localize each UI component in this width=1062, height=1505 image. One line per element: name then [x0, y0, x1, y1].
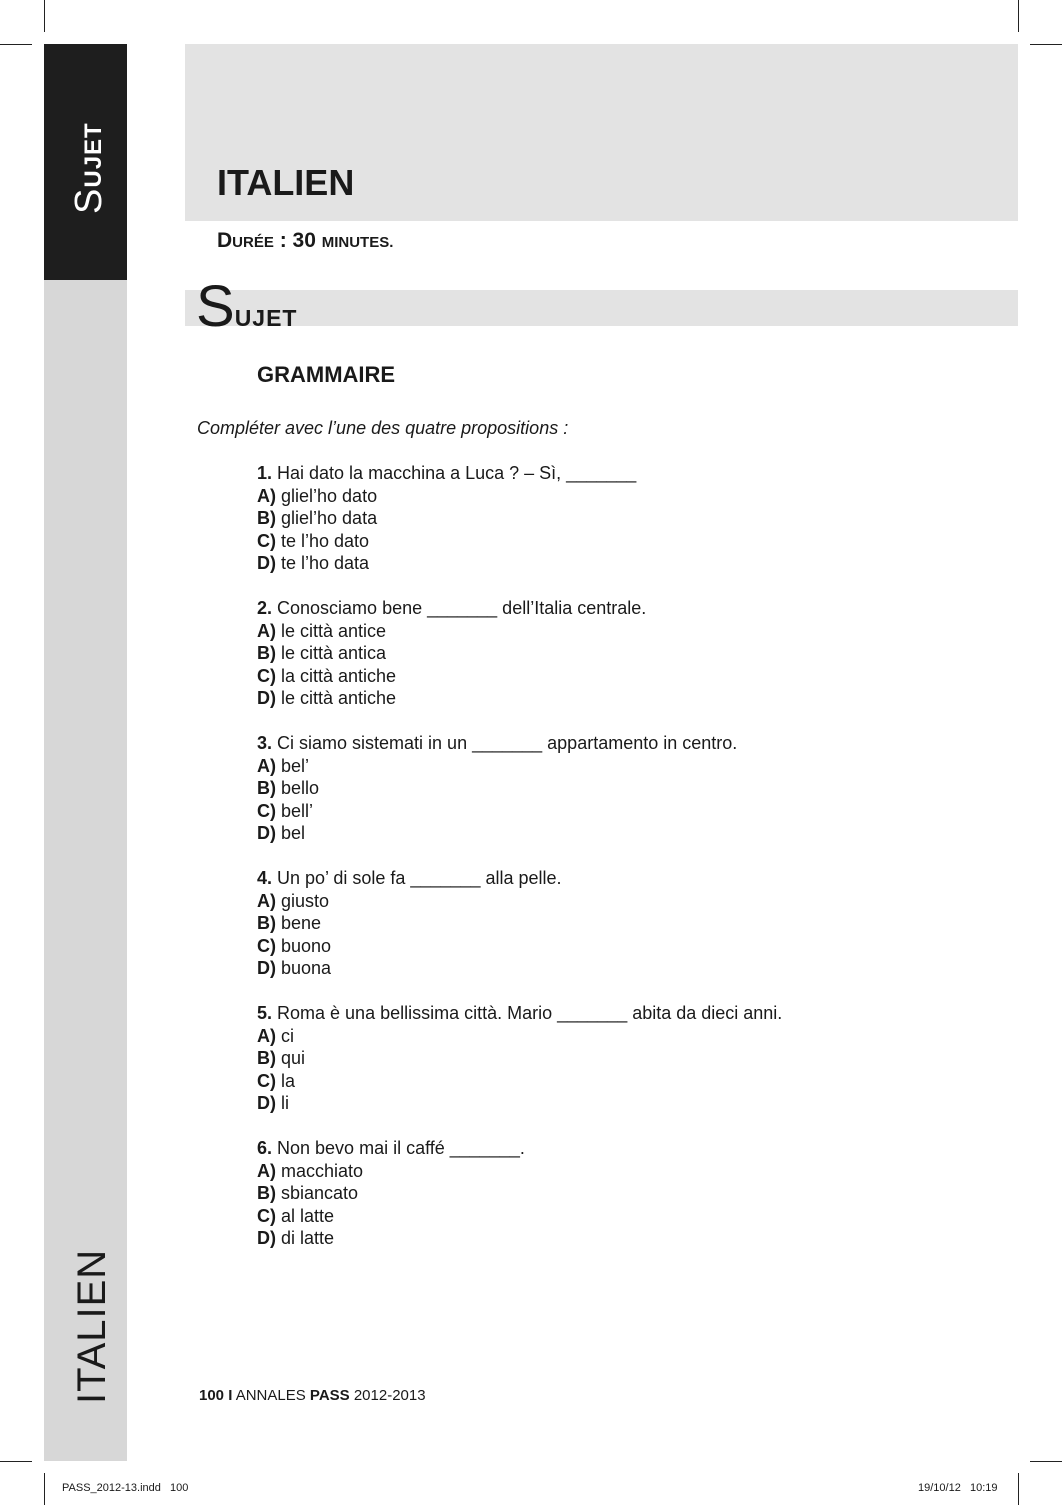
option-text: ci	[276, 1025, 294, 1046]
duration-small1: URÉE	[232, 234, 274, 251]
answer-option	[257, 800, 782, 823]
answer-option	[257, 665, 782, 688]
sidebar-subject-label: ITALIEN	[70, 1248, 114, 1404]
question-number: 5.	[257, 1003, 273, 1023]
slug-filename: PASS_2012-13.indd 100	[62, 1482, 189, 1494]
option-text: sbiancato	[276, 1183, 359, 1203]
question	[257, 732, 782, 845]
option-letter: B)	[257, 778, 276, 798]
question-number: 6.	[257, 1138, 273, 1158]
option-letter: D)	[257, 1228, 276, 1248]
crop-mark	[0, 1461, 32, 1462]
option-text: di latte	[276, 1228, 335, 1248]
question	[257, 597, 782, 710]
option-text: bel	[276, 823, 306, 843]
question-number: 1.	[257, 463, 273, 483]
option-text: gliel’ho data	[276, 508, 378, 528]
option-text: le città antiche	[276, 688, 397, 708]
option-letter: C)	[257, 1070, 276, 1091]
question-prompt: Conosciamo bene _______ dell’Italia centrale.	[272, 598, 647, 618]
sidebar-section-cap: S	[68, 187, 110, 214]
option-letter: B)	[257, 508, 276, 528]
answer-option	[257, 687, 782, 710]
option-letter: C)	[257, 800, 276, 821]
answer-option	[257, 642, 782, 665]
answer-option	[257, 755, 782, 778]
option-text: la	[276, 1070, 296, 1091]
option-letter: C)	[257, 935, 276, 956]
option-letter: B)	[257, 643, 276, 663]
page-footer	[199, 1387, 426, 1404]
footer-years: 2012-2013	[349, 1387, 426, 1404]
page-title: ITALIEN	[217, 162, 355, 203]
section-subtitle: GRAMMAIRE	[257, 362, 396, 387]
question-number: 4.	[257, 868, 273, 888]
section-title	[196, 274, 298, 339]
option-text: li	[276, 1093, 289, 1113]
slug-timestamp: 19/10/12 10:19	[918, 1482, 998, 1494]
option-letter: A)	[257, 485, 276, 506]
option-letter: C)	[257, 665, 276, 686]
option-text: macchiato	[276, 1160, 364, 1181]
answer-option	[257, 1070, 782, 1093]
option-letter: A)	[257, 620, 276, 641]
option-letter: A)	[257, 1160, 276, 1181]
question-text	[257, 1137, 782, 1160]
option-letter: D)	[257, 553, 276, 573]
option-text: bel’	[276, 755, 310, 776]
crop-mark	[1030, 1461, 1062, 1462]
crop-mark	[1030, 44, 1062, 45]
instruction: Compléter avec l’une des quatre propositions :	[197, 418, 569, 438]
answer-option	[257, 485, 782, 508]
option-letter: D)	[257, 823, 276, 843]
answer-option	[257, 777, 782, 800]
question-prompt: Hai dato la macchina a Luca ? – Sì, _______	[272, 463, 637, 483]
question-text	[257, 867, 782, 890]
option-letter: C)	[257, 1205, 276, 1226]
question-number: 3.	[257, 733, 273, 753]
option-letter: A)	[257, 755, 276, 776]
question-prompt: Roma è una bellissima città. Mario _______ abita da dieci anni.	[272, 1003, 783, 1023]
question-text	[257, 1002, 782, 1025]
option-letter: B)	[257, 1048, 276, 1068]
footer-pass: PASS	[309, 1387, 350, 1404]
answer-option	[257, 1092, 782, 1115]
footer-annales: ANNALES	[232, 1387, 310, 1404]
question-text	[257, 732, 782, 755]
option-text: giusto	[276, 890, 330, 911]
option-letter: C)	[257, 530, 276, 551]
option-text: qui	[276, 1048, 306, 1068]
option-letter: B)	[257, 1183, 276, 1203]
option-text: gliel’ho dato	[276, 485, 378, 506]
duration	[217, 229, 393, 253]
sidebar-section-rest: UJET	[80, 122, 107, 188]
page-number: 100 I	[199, 1387, 233, 1404]
question	[257, 1002, 782, 1115]
answer-option	[257, 1227, 782, 1250]
answer-option	[257, 822, 782, 845]
question-prompt: Un po’ di sole fa _______ alla pelle.	[272, 868, 562, 888]
option-letter: B)	[257, 913, 276, 933]
answer-option	[257, 912, 782, 935]
question	[257, 867, 782, 980]
option-text: la città antiche	[276, 665, 397, 686]
answer-option	[257, 1047, 782, 1070]
answer-option	[257, 1205, 782, 1228]
duration-mid: : 30	[273, 229, 322, 252]
answer-option	[257, 935, 782, 958]
crop-mark	[1018, 0, 1019, 32]
option-text: bene	[276, 913, 322, 933]
answer-option	[257, 530, 782, 553]
option-text: le città antice	[276, 620, 387, 641]
option-text: buona	[276, 958, 332, 978]
option-text: al latte	[276, 1205, 335, 1226]
answer-option	[257, 890, 782, 913]
answer-option	[257, 1025, 782, 1048]
question-list	[257, 462, 782, 1272]
answer-option	[257, 620, 782, 643]
option-letter: A)	[257, 890, 276, 911]
section-band	[185, 290, 1018, 326]
answer-option	[257, 1160, 782, 1183]
crop-mark	[44, 1473, 45, 1505]
duration-cap: D	[217, 229, 233, 252]
question-text	[257, 597, 782, 620]
question	[257, 462, 782, 575]
option-text: bello	[276, 778, 320, 798]
question	[257, 1137, 782, 1250]
option-letter: D)	[257, 688, 276, 708]
answer-option	[257, 552, 782, 575]
question-number: 2.	[257, 598, 273, 618]
option-text: bell’	[276, 800, 314, 821]
section-title-rest: UJET	[234, 305, 298, 331]
option-text: te l’ho data	[276, 553, 370, 573]
question-prompt: Non bevo mai il caffé _______.	[272, 1138, 525, 1158]
section-title-cap: S	[196, 274, 235, 339]
option-text: le città antica	[276, 643, 387, 663]
option-letter: D)	[257, 1093, 276, 1113]
option-letter: A)	[257, 1025, 276, 1046]
crop-mark	[44, 0, 45, 32]
option-letter: D)	[257, 958, 276, 978]
answer-option	[257, 507, 782, 530]
crop-mark	[1018, 1473, 1019, 1505]
answer-option	[257, 1182, 782, 1205]
answer-option	[257, 957, 782, 980]
question-text	[257, 462, 782, 485]
crop-mark	[0, 44, 32, 45]
sidebar-section-label	[68, 122, 111, 214]
option-text: te l’ho dato	[276, 530, 370, 551]
question-prompt: Ci siamo sistemati in un _______ appartamento in centro.	[272, 733, 738, 753]
duration-small2: MINUTES.	[321, 234, 394, 251]
option-text: buono	[276, 935, 332, 956]
